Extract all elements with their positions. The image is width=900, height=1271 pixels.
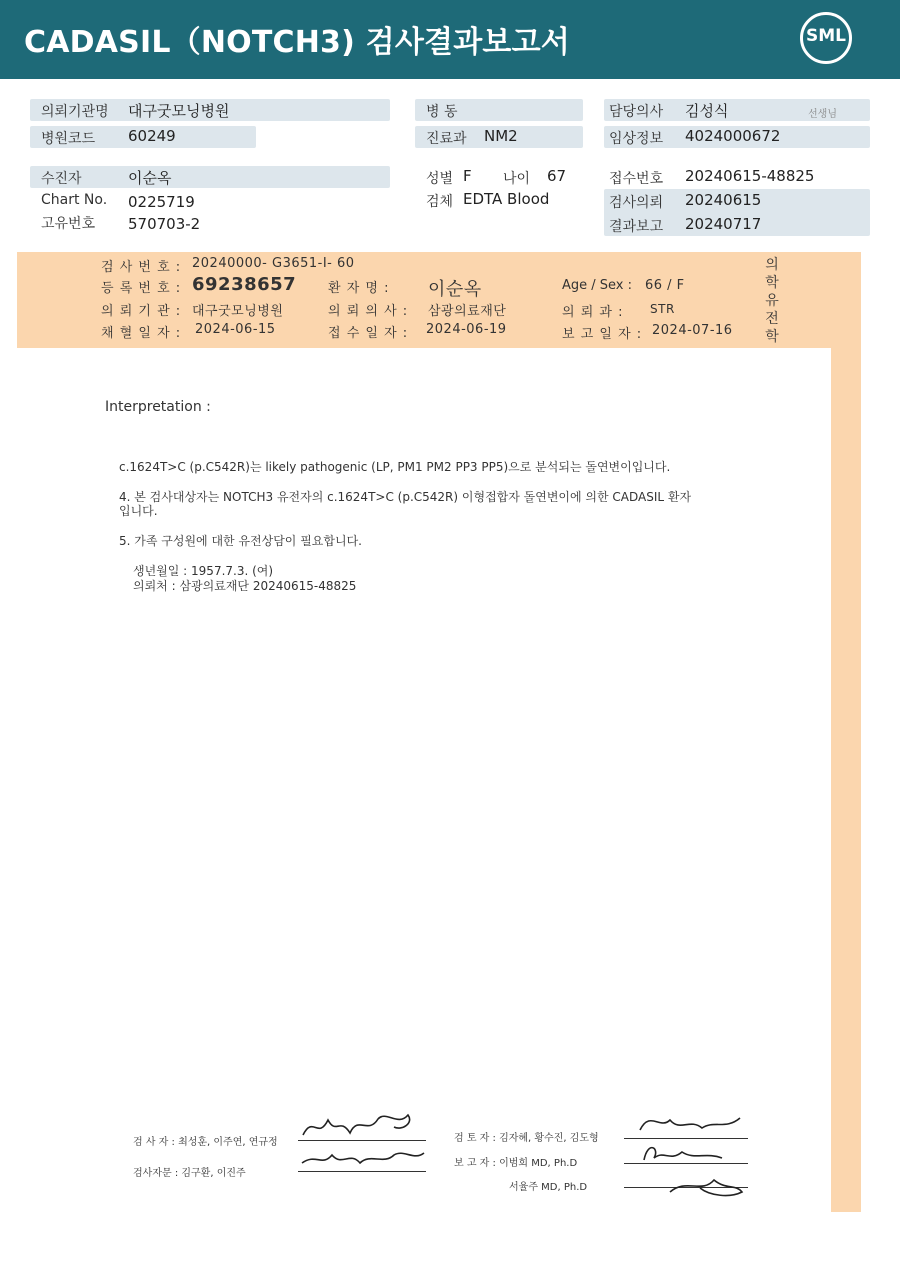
doctor-label: 담당의사 <box>609 104 664 120</box>
specimen-label: 검체 <box>426 194 454 210</box>
result-line-2a: 4. 본 검사대상자는 NOTCH3 유전자의 c.1624T>C (p.C542R) 이형접합자 돌연변이에 의한 CADASIL 환자 <box>119 490 692 504</box>
collect-label: 채 혈 일 자 : <box>101 326 182 341</box>
vertical-dept-label: 의 학 유 전 학 <box>765 257 779 345</box>
test-no-label: 검 사 번 호 : <box>101 260 182 275</box>
report-value: 20240717 <box>685 215 762 233</box>
reporter2-names: 서율주 MD, Ph.D <box>509 1182 588 1193</box>
patient-row <box>30 166 390 188</box>
req-doctor-label: 의 뢰 의 사 : <box>328 304 409 319</box>
dept-value: NM2 <box>484 127 518 145</box>
doctor-value: 김성식 <box>685 102 729 120</box>
req-dept-label: 의 뢰 과 : <box>562 305 624 320</box>
reviewer-names: 검 토 자 : 김자혜, 황수진, 김도형 <box>454 1133 599 1144</box>
patient-name-value: 이순옥 <box>428 279 482 300</box>
req-dept-value: STR <box>650 302 675 316</box>
ward-label: 병 동 <box>426 104 458 120</box>
interpretation-heading: Interpretation : <box>105 399 211 415</box>
collect-value: 2024-06-15 <box>195 322 276 337</box>
birth-date: 생년월일 : 1957.7.3. (여) <box>133 564 274 578</box>
receipt-value: 20240615-48825 <box>685 167 815 185</box>
institution-label: 의뢰기관명 <box>41 104 109 120</box>
clinical-label: 임상정보 <box>609 131 664 147</box>
clinical-value: 4024000672 <box>685 127 781 145</box>
doctor-suffix: 선생님 <box>808 109 837 120</box>
inst-label: 의 뢰 기 관 : <box>101 304 182 319</box>
req-doctor-value: 삼광의료재단 <box>428 304 507 319</box>
age-value: 67 <box>547 167 567 185</box>
receive-value: 2024-06-19 <box>426 322 507 337</box>
handwritten-signatures-right <box>630 1100 750 1200</box>
patient-label: 수진자 <box>41 171 82 187</box>
sml-logo-text: SML <box>806 26 846 46</box>
reporter-names: 보 고 자 : 이범희 MD, Ph.D <box>454 1158 578 1169</box>
institution-value: 대구굿모닝병원 <box>128 102 230 120</box>
reg-no-value: 69238657 <box>192 274 297 295</box>
request-label: 검사의뢰 <box>609 195 664 211</box>
test-no-value: 20240000- G3651-I- 60 <box>192 256 355 271</box>
request-value: 20240615 <box>685 191 762 209</box>
chart-value: 0225719 <box>128 193 195 211</box>
patient-value: 이순옥 <box>128 169 172 187</box>
report-label: 결과보고 <box>609 219 664 235</box>
patient-name-label: 환 자 명 : <box>328 281 390 296</box>
unique-label: 고유번호 <box>41 216 96 232</box>
assistant-names: 검사자문 : 김구환, 이진주 <box>133 1168 246 1179</box>
age-sex-label: Age / Sex : <box>562 278 633 293</box>
report-title: CADASIL（NOTCH3) 검사결과보고서 <box>24 25 570 60</box>
unique-value: 570703-2 <box>128 215 201 233</box>
report-date-label: 보 고 일 자 : <box>562 327 643 342</box>
sex-value: F <box>463 167 472 185</box>
request-source: 의뢰처 : 삼광의료재단 20240615-48825 <box>133 579 357 593</box>
hospital-code-value: 60249 <box>128 127 176 145</box>
receipt-label: 접수번호 <box>609 171 664 187</box>
specimen-value: EDTA Blood <box>463 190 550 208</box>
age-sex-value: 66 / F <box>645 278 685 293</box>
hospital-code-label: 병원코드 <box>41 131 96 147</box>
result-line-3: 5. 가족 구성원에 대한 유전상담이 필요합니다. <box>119 534 362 548</box>
receive-label: 접 수 일 자 : <box>328 326 409 341</box>
dept-label: 진료과 <box>426 131 467 147</box>
result-line-1: c.1624T>C (p.C542R)는 likely pathogenic (LP, PM1 PM2 PP3 PP5)으로 분석되는 돌연변이입니다. <box>119 460 671 474</box>
sex-label: 성별 <box>426 171 454 187</box>
form-side-strip <box>831 252 861 1212</box>
chart-label: Chart No. <box>41 192 108 208</box>
result-line-2b: 입니다. <box>119 504 158 518</box>
reg-no-label: 등 록 번 호 : <box>101 281 182 296</box>
inst-value: 대구굿모닝병원 <box>192 304 284 319</box>
handwritten-signatures-left <box>298 1105 428 1180</box>
report-date-value: 2024-07-16 <box>652 323 733 338</box>
age-label: 나이 <box>503 171 531 187</box>
tester-names: 검 사 자 : 최성훈, 이주연, 연규정 <box>133 1137 278 1148</box>
